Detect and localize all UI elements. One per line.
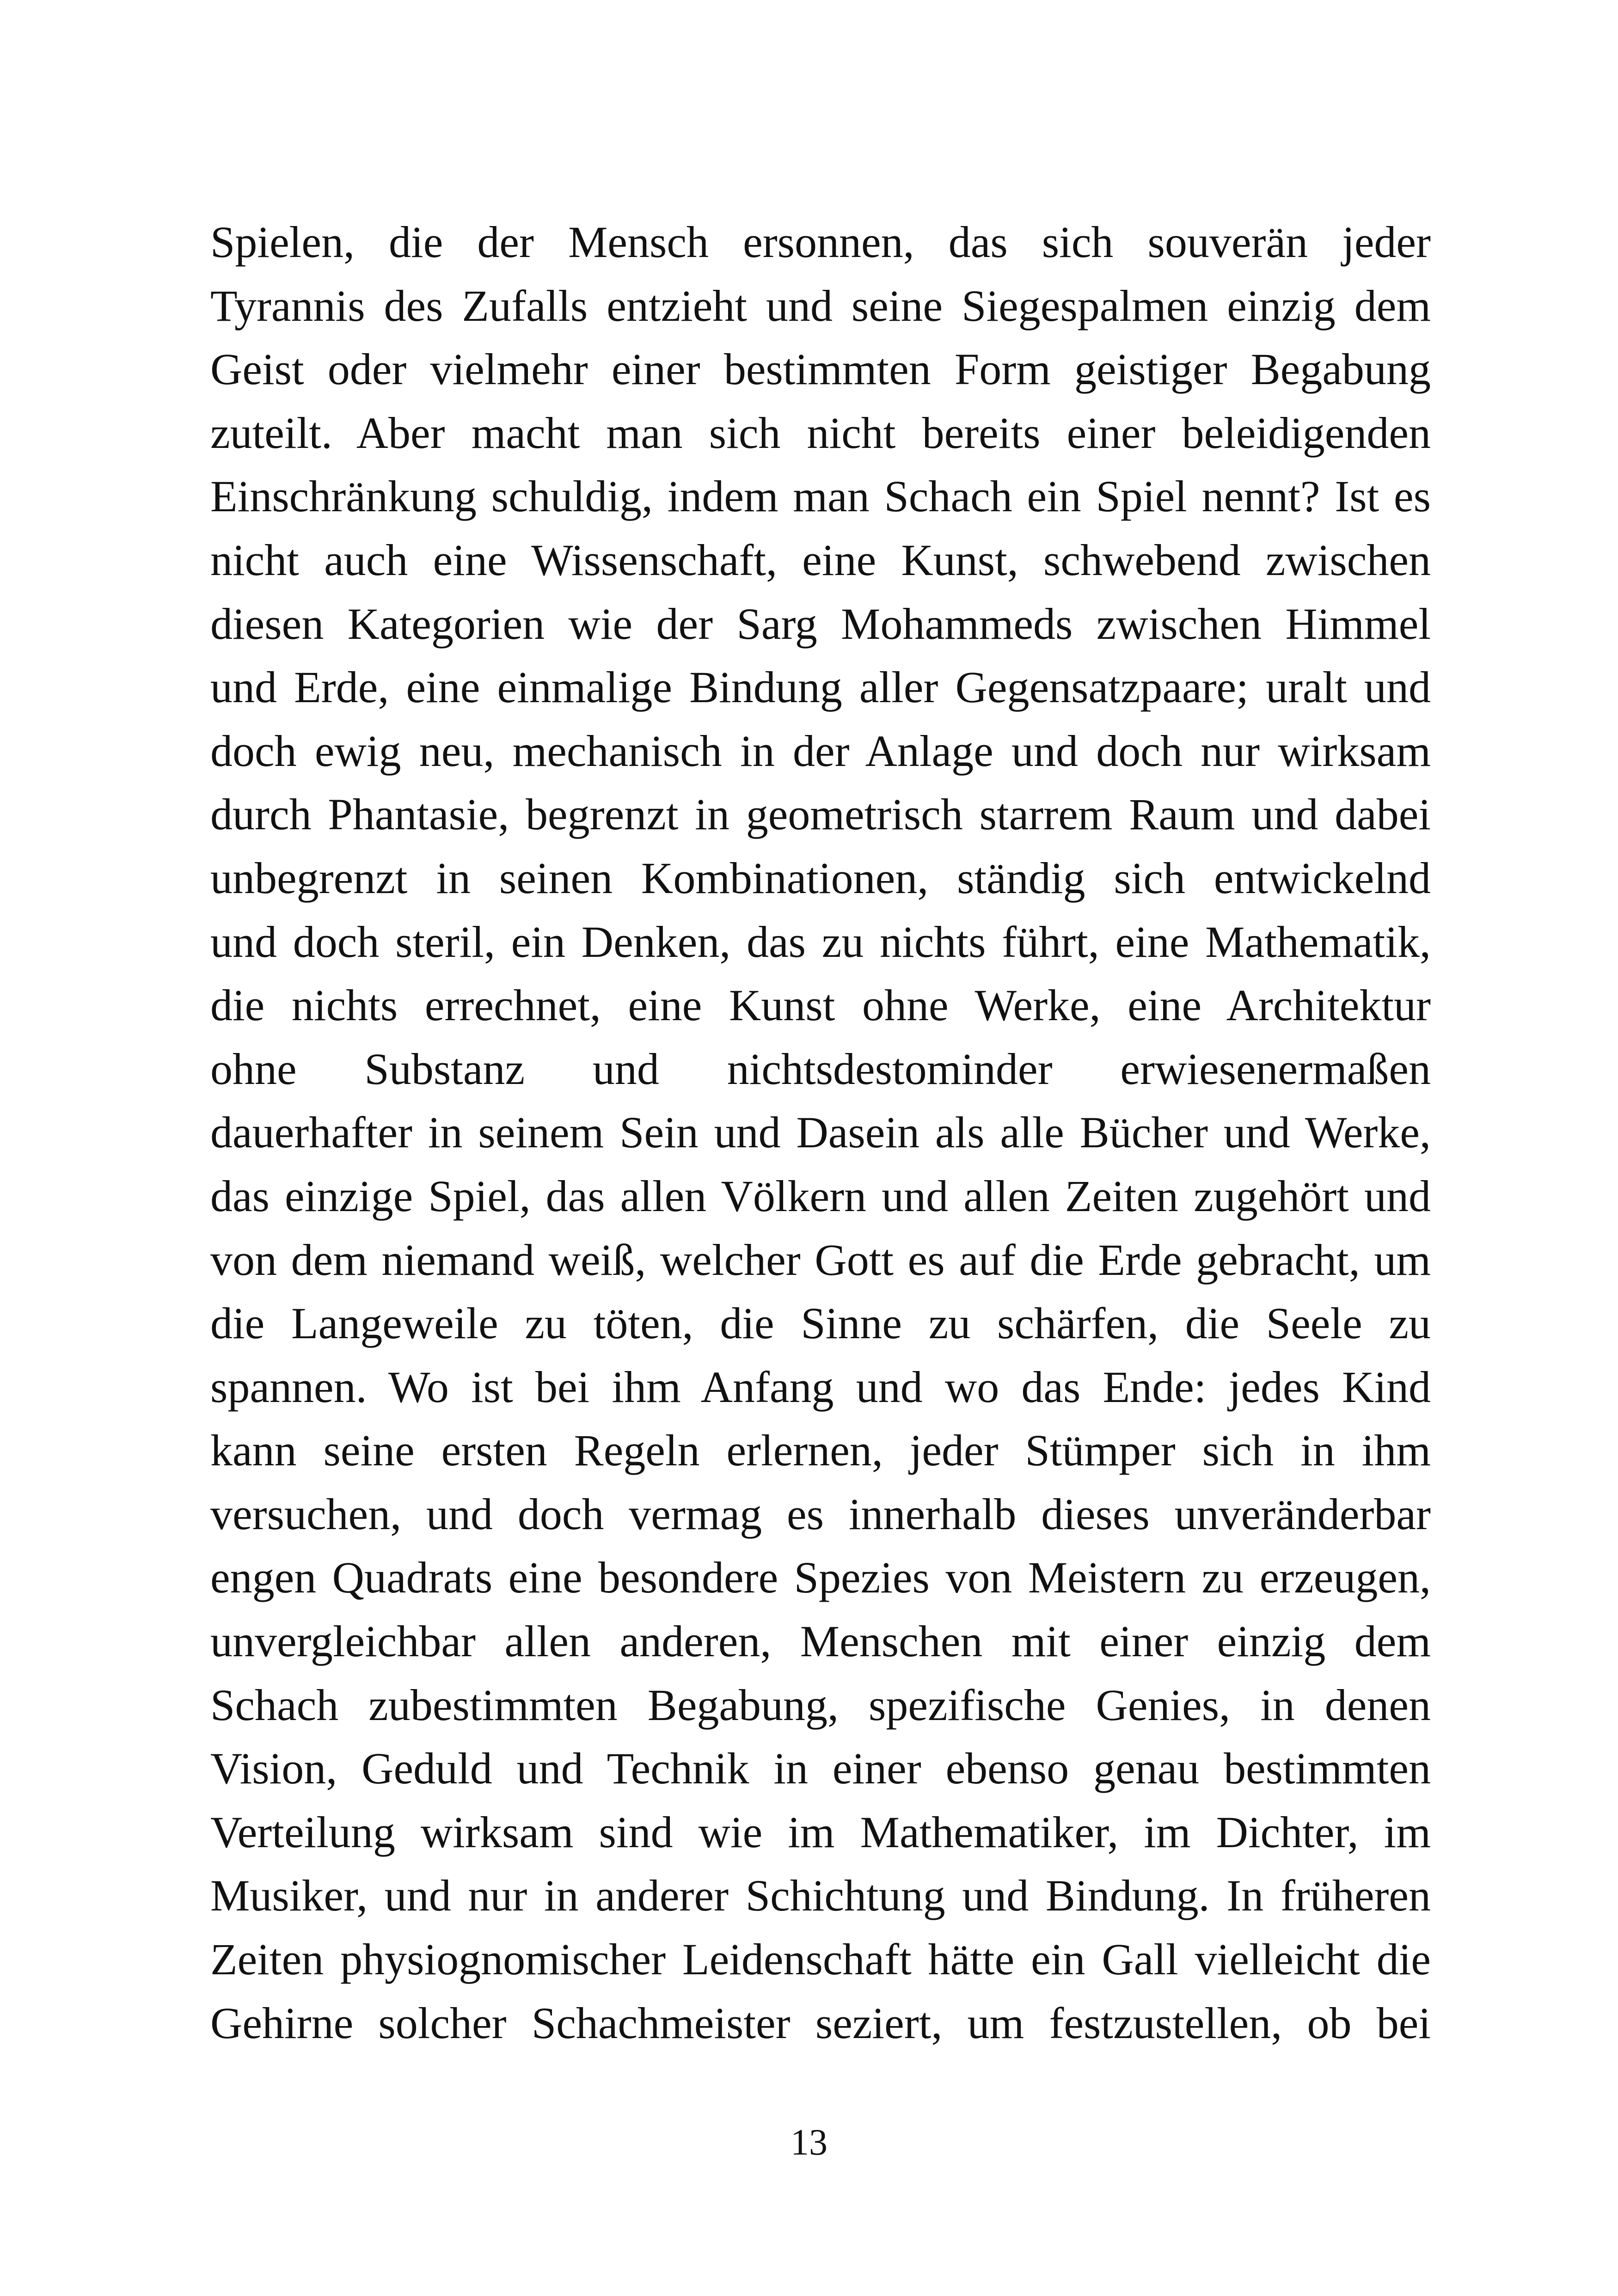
text-line: von dem niemand weiß, welcher Gott es auf die Erde gebracht, um — [210, 1235, 1431, 1285]
text-line: zuteilt. Aber macht man sich nicht bereits einer beleidigenden — [210, 408, 1431, 458]
text-line: die Langeweile zu töten, die Sinne zu schärfen, die Seele zu — [210, 1298, 1431, 1348]
text-line: Geist oder vielmehr einer bestimmten Form geistiger Begabung — [210, 344, 1431, 394]
text-line: dauerhafter in seinem Sein und Dasein als alle Bücher und Werke, — [210, 1108, 1431, 1157]
text-line: und doch steril, ein Denken, das zu nichts führt, eine Mathematik, — [210, 917, 1431, 967]
text-line: engen Quadrats eine besondere Spezies von Meistern zu erzeugen, — [210, 1553, 1431, 1603]
text-line: kann seine ersten Regeln erlernen, jeder Stümper sich in ihm — [210, 1426, 1431, 1476]
text-line: Schach zubestimmten Begabung, spezifische Genies, in denen — [210, 1680, 1431, 1730]
text-line: spannen. Wo ist bei ihm Anfang und wo das Ende: jedes Kind — [210, 1362, 1431, 1412]
text-line: durch Phantasie, begrenzt in geometrisch starrem Raum und dabei — [210, 790, 1431, 839]
text-line: diesen Kategorien wie der Sarg Mohammeds zwischen Himmel — [210, 599, 1431, 649]
text-line: unvergleichbar allen anderen, Menschen mit einer einzig dem — [210, 1616, 1431, 1666]
text-line: Verteilung wirksam sind wie im Mathematiker, im Dichter, im — [210, 1807, 1431, 1857]
text-line: das einzige Spiel, das allen Völkern und allen Zeiten zugehört und — [210, 1171, 1431, 1221]
text-line: versuchen, und doch vermag es innerhalb dieses unveränderbar — [210, 1489, 1431, 1539]
text-line: unbegrenzt in seinen Kombinationen, ständig sich entwickelnd — [210, 853, 1431, 903]
text-line: Zeiten physiognomischer Leidenschaft hätte ein Gall vielleicht die — [210, 1935, 1431, 1984]
text-line: Vision, Geduld und Technik in einer ebenso genau bestimmten — [210, 1744, 1431, 1794]
text-line: nicht auch eine Wissenschaft, eine Kunst, schwebend zwischen — [210, 535, 1431, 585]
body-text — [210, 210, 1431, 2055]
page-number: 13 — [791, 2122, 827, 2163]
text-line: Musiker, und nur in anderer Schichtung und Bindung. In früheren — [210, 1871, 1431, 1921]
text-line: die nichts errechnet, eine Kunst ohne Werke, eine Architektur — [210, 980, 1431, 1030]
text-line: ohne Substanz und nichtsdestominder erwiesenermaßen — [210, 1044, 1431, 1094]
text-line: Tyrannis des Zufalls entzieht und seine Siegespalmen einzig dem — [210, 281, 1431, 331]
text-line: Spielen, die der Mensch ersonnen, das sich souverän jeder — [210, 217, 1431, 267]
text-line: Gehirne solcher Schachmeister seziert, um festzustellen, ob bei — [210, 1998, 1431, 2048]
text-line: Einschränkung schuldig, indem man Schach ein Spiel nennt? Ist es — [210, 471, 1431, 521]
text-line: doch ewig neu, mechanisch in der Anlage und doch nur wirksam — [210, 726, 1431, 776]
text-line: und Erde, eine einmalige Bindung aller Gegensatzpaare; uralt und — [210, 662, 1431, 712]
